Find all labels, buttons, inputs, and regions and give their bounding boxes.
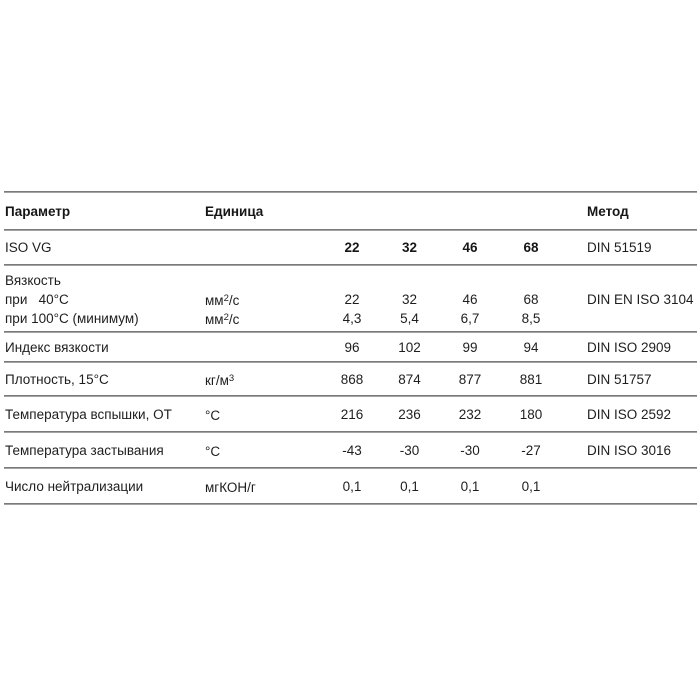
table-row-viscosity-100	[4, 309, 697, 328]
cell-value: 99	[462, 339, 478, 355]
cell-value: 96	[344, 339, 360, 355]
table-row-iso-vg	[4, 231, 697, 264]
row-unit: °C	[205, 443, 221, 459]
cell-value: 0,1	[460, 478, 480, 494]
cell-value: -27	[521, 442, 541, 458]
table-row-viscosity-40	[4, 290, 697, 309]
row-label: Температура вспышки, ОТ	[5, 406, 172, 422]
table-row-pour-point	[4, 433, 697, 467]
cell-value: 877	[458, 371, 482, 387]
row-label: Температура застывания	[5, 442, 164, 458]
table-row-viscosity-group	[4, 266, 697, 331]
cell-value: 94	[523, 339, 539, 355]
row-unit: мгКОН/г	[205, 479, 256, 495]
row-label: Число нейтрализации	[5, 478, 144, 494]
row-label: ISO VG	[5, 240, 52, 255]
row-method: DIN ISO 2592	[587, 406, 672, 422]
unit-superscript: 2	[223, 293, 229, 304]
row-unit: $мм^2/с$	[205, 293, 240, 308]
table-header-row	[4, 193, 697, 229]
table-rule-bottom	[4, 503, 697, 505]
table-row-density	[4, 363, 697, 395]
cell-value: 5,4	[400, 311, 419, 326]
cell-value: -30	[460, 442, 480, 458]
table-row-flash-point	[4, 397, 697, 431]
specifications-table	[4, 191, 697, 505]
table-row-viscosity-index	[4, 333, 697, 361]
cell-value: 180	[519, 406, 543, 422]
cell-value: 8,5	[521, 311, 541, 326]
iso-vg-grade: 22	[344, 240, 360, 255]
cell-value: 0,1	[400, 478, 419, 494]
header-parameter: Параметр	[5, 203, 71, 219]
cell-value: 881	[519, 371, 543, 387]
row-method: DIN ISO 3016	[587, 442, 672, 458]
row-label: при 100°C (минимум)	[5, 311, 139, 326]
cell-value: -43	[342, 442, 362, 458]
header-method: Метод	[587, 203, 629, 219]
cell-value: 216	[340, 406, 364, 422]
unit-superscript: 2	[223, 312, 229, 323]
cell-value: 868	[340, 371, 364, 387]
row-method: DIN ISO 2909	[587, 339, 672, 355]
row-unit: $мм^2/с$	[205, 312, 240, 327]
row-unit: $кг/м^3$	[205, 372, 235, 388]
cell-value: 6,7	[460, 311, 480, 326]
iso-vg-grade: 68	[523, 240, 539, 255]
cell-value: 32	[401, 292, 418, 307]
viscosity-group-label-row	[4, 271, 697, 290]
cell-value: 0,1	[521, 478, 541, 494]
row-label: Вязкость	[5, 273, 61, 288]
cell-value: 874	[398, 371, 421, 387]
row-unit: °C	[205, 407, 221, 423]
cell-value: 102	[398, 339, 421, 355]
row-label: Индекс вязкости	[5, 339, 109, 355]
row-method: DIN EN ISO 3104	[587, 292, 694, 307]
cell-value: 0,1	[342, 478, 362, 494]
cell-value: 22	[344, 292, 360, 307]
cell-value: 46	[462, 292, 478, 307]
cell-value: 68	[523, 292, 539, 307]
iso-vg-grade: 46	[462, 240, 478, 255]
cell-value: 232	[458, 406, 482, 422]
row-method: DIN 51757	[587, 371, 652, 387]
table-row-neutralization	[4, 469, 697, 503]
cell-value: -30	[399, 442, 420, 458]
cell-value: 4,3	[342, 311, 362, 326]
iso-vg-grade: 32	[401, 240, 418, 255]
cell-value: 236	[398, 406, 421, 422]
row-label: при 40°C	[5, 292, 69, 307]
row-label: Плотность, 15°C	[5, 371, 109, 387]
unit-superscript: 3	[228, 372, 235, 384]
header-unit: Единица	[205, 203, 264, 219]
row-method: DIN 51519	[587, 240, 652, 255]
